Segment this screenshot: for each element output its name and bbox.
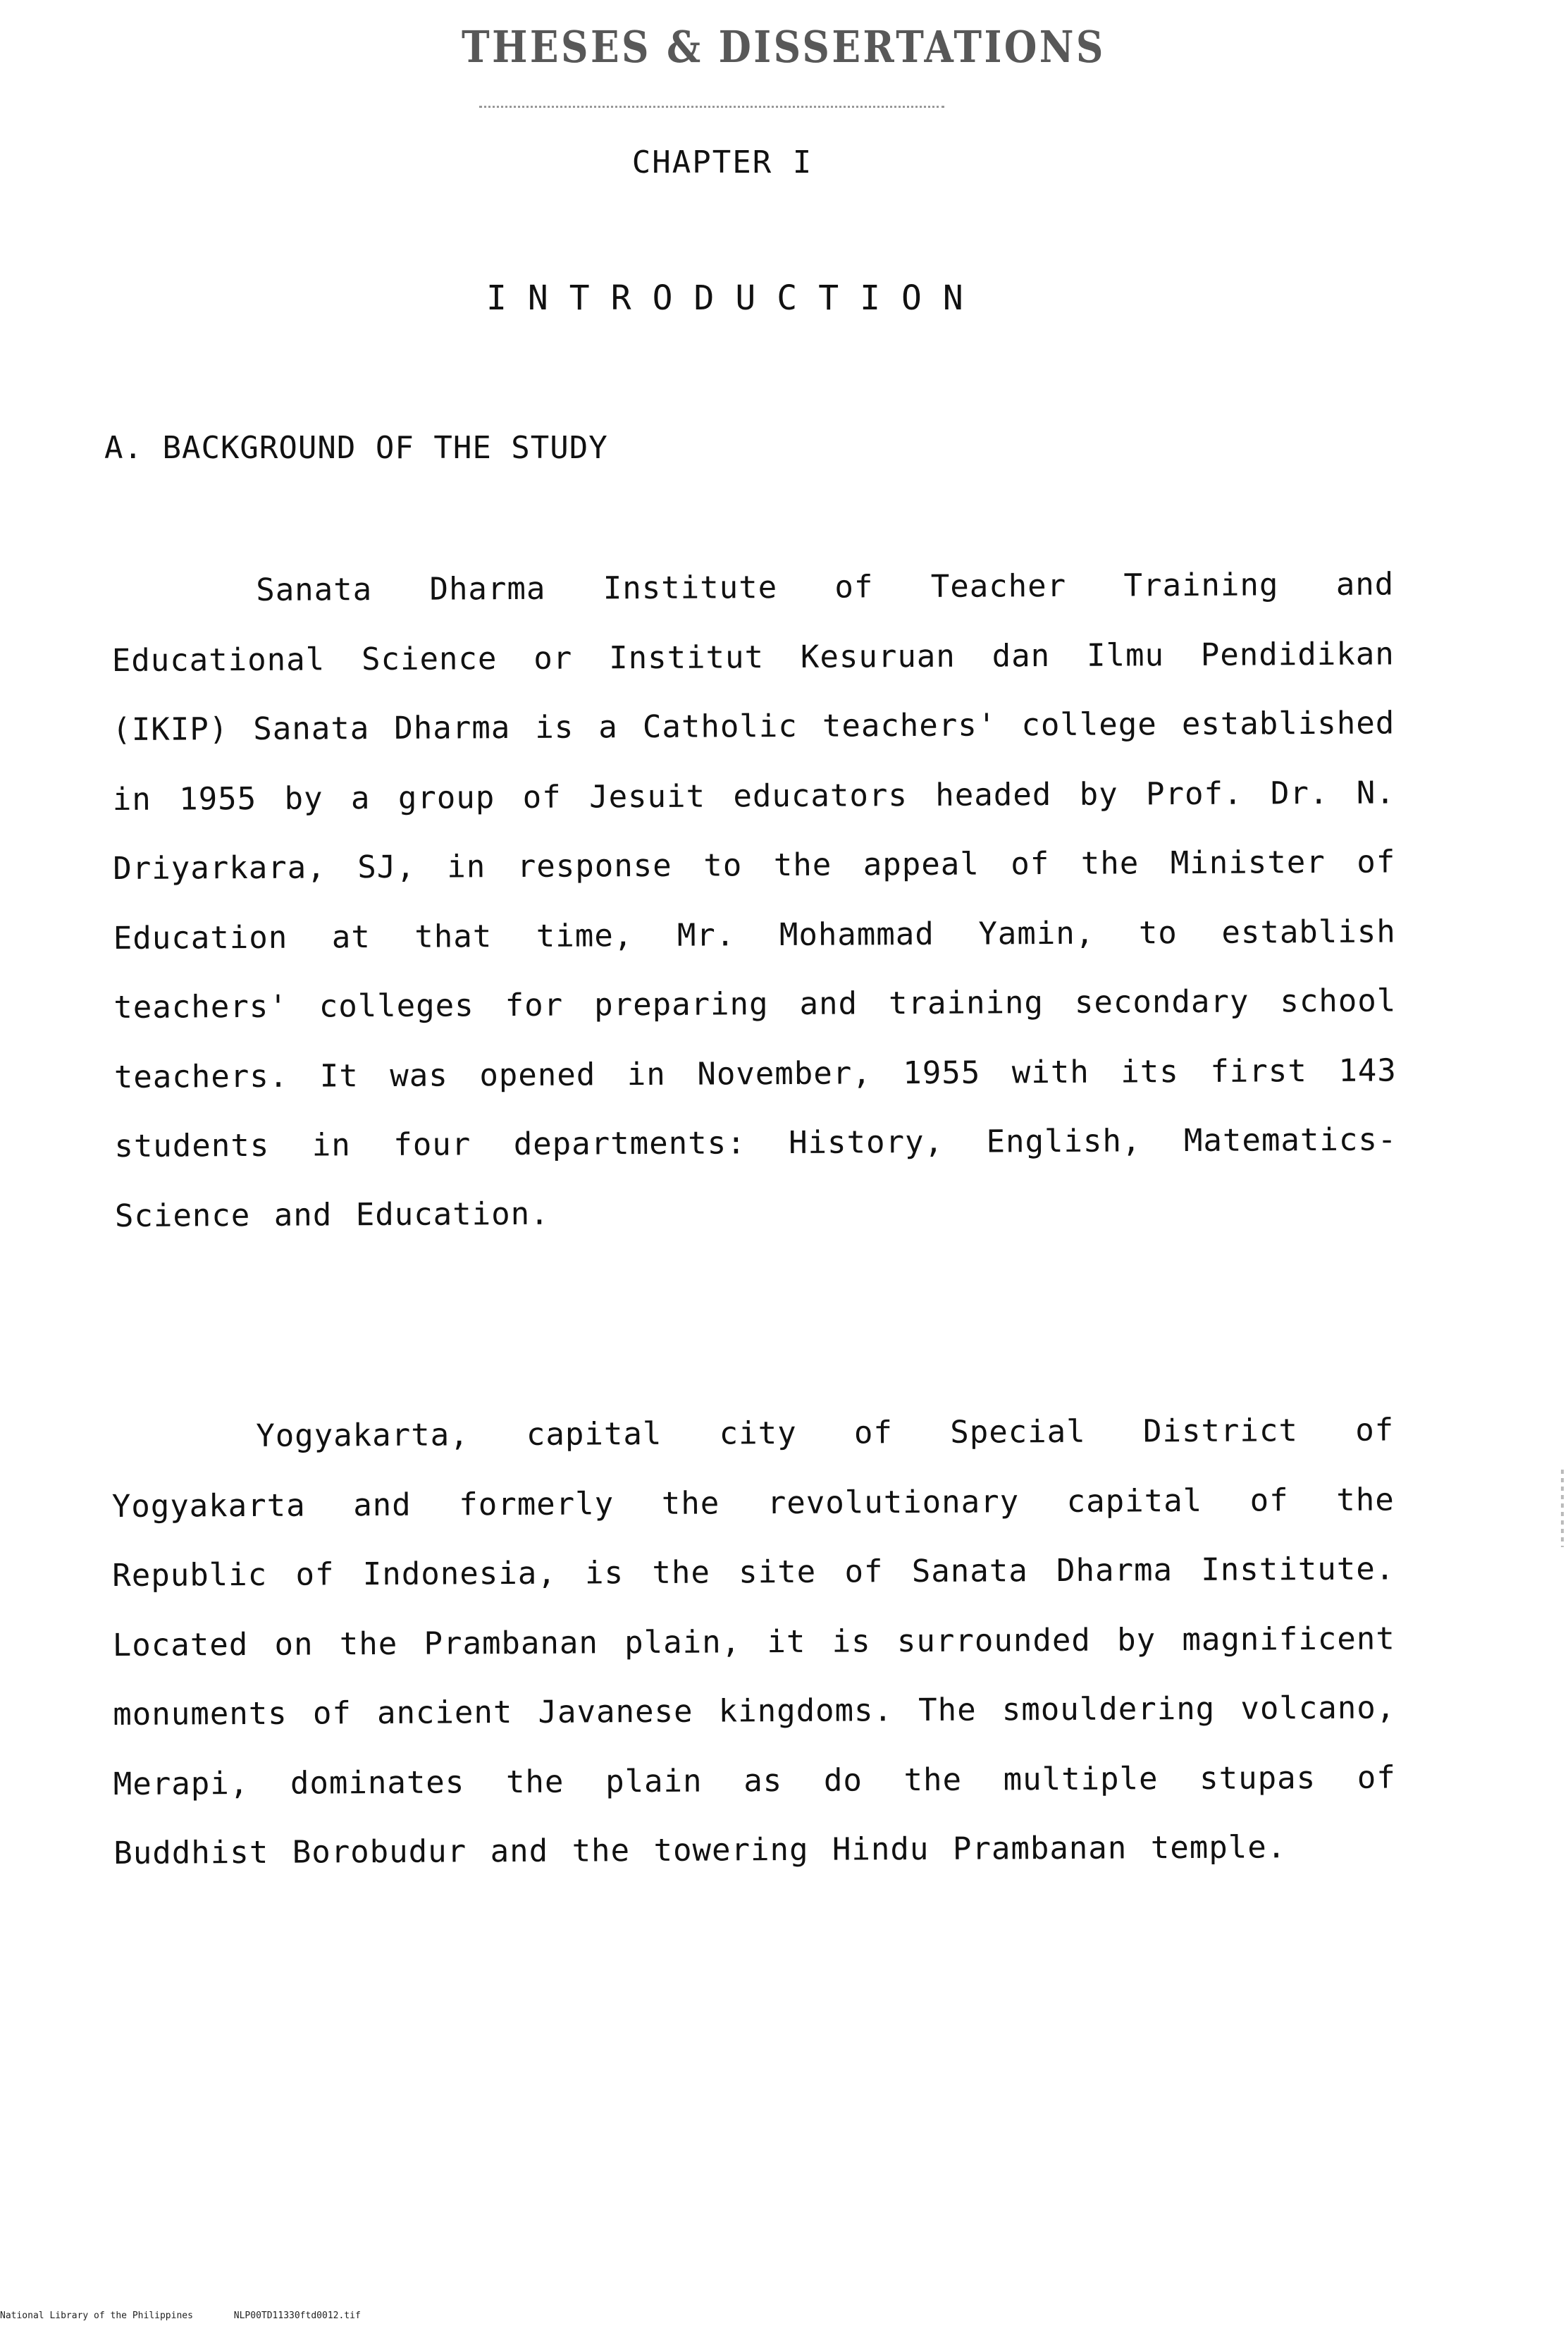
chapter-label: CHAPTER I [631, 144, 813, 180]
theses-dissertations-stamp: THESES & DISSERTATIONS [462, 21, 1106, 73]
section-heading: A. BACKGROUND OF THE STUDY [104, 430, 608, 466]
scan-edge-mark [1561, 1470, 1564, 1547]
paragraph-indent [111, 1446, 256, 1447]
footer-library: National Library of the Philippines [0, 2310, 193, 2321]
footer-file: NLP00TD11330ftd0012.tif [233, 2310, 361, 2321]
paragraph-2 [111, 1396, 1397, 1888]
page-title: INTRODUCTION [486, 278, 984, 318]
paragraph-1 [111, 550, 1397, 1251]
paragraph-text: Sanata Dharma Institute of Teacher Training and Educational Science or Institut Kesuruan dan Ilmu Pendidikan (IKIP) Sanata Dharma is a Catholic teachers' college established in 1955 by a group of Jesuit educators headed by Prof. Dr. N. Driyarkara, SJ, in response to the appeal of the Minister of Education at that time, Mr. Mohammad Yamin, to establish teachers' colleges for preparing and training secondary school teachers. It was opened in November, 1955 with its first 143 students in four departments: History, English, Matematics-Science and Education. [111, 566, 1397, 1234]
paragraph-text: Yogyakarta, capital city of Special District of Yogyakarta and formerly the revolutionary capital of the Republic of Indonesia, is the site of Sanata Dharma Institute. Located on the Prambanan plain, it is surrounded by magnificent monuments of ancient Javanese kingdoms. The smouldering volcano, Merapi, dominates the plain as do the multiple stupas of Buddhist Borobudur and the towering Hindu Prambanan temple. [111, 1412, 1396, 1871]
scan-footer [0, 2310, 396, 2321]
stamp-underline [479, 106, 944, 108]
